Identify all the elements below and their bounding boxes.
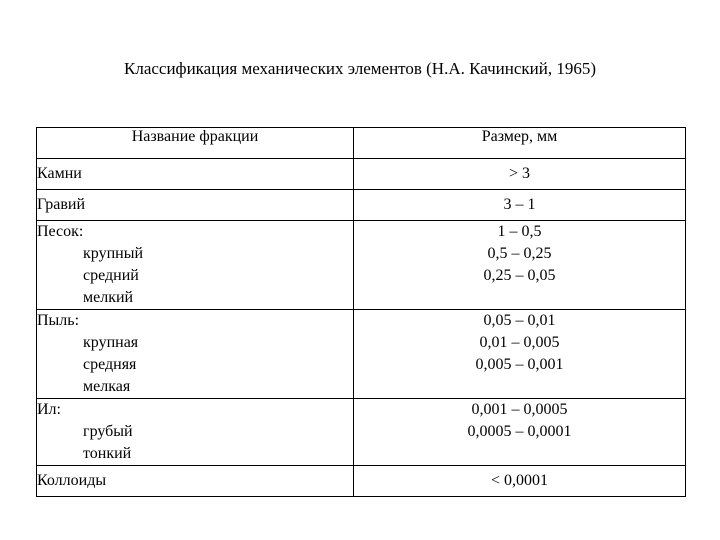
fraction-group-name-cell: [37, 221, 354, 310]
fraction-size: 0,001 – 0,0005: [471, 401, 568, 418]
fraction-group-size-cell: [354, 310, 686, 399]
fraction-group-size-cell: [354, 221, 686, 310]
fraction-name: Гравий: [37, 190, 354, 221]
table-row-sand: [37, 221, 686, 310]
fraction-size: 0,01 – 0,005: [479, 334, 560, 351]
fraction-size: 0,5 – 0,25: [487, 245, 552, 262]
fraction-group-name: Пыль:: [37, 312, 80, 329]
fraction-size: 0,05 – 0,01: [483, 312, 556, 329]
table-header-row: [37, 128, 686, 159]
fraction-subtype: средняя: [83, 356, 137, 373]
table-row-clay: [37, 399, 686, 466]
fraction-classification-table: [36, 127, 686, 497]
fraction-group-name-cell: [37, 310, 354, 399]
table-row-colloids: [37, 466, 686, 497]
fraction-group-name-cell: [37, 399, 354, 466]
fraction-size: 0,005 – 0,001: [475, 356, 564, 373]
fraction-size: 0,25 – 0,05: [483, 267, 556, 284]
fraction-subtype: грубый: [83, 423, 133, 440]
fraction-subtype: средний: [83, 267, 139, 284]
fraction-size: 0,0005 – 0,0001: [467, 423, 572, 440]
fraction-group-name: Песок:: [37, 223, 84, 240]
table-row-gravel: [37, 190, 686, 221]
column-header-size: Размер, мм: [354, 128, 686, 159]
fraction-subtype: крупный: [83, 245, 143, 262]
fraction-subtype: крупная: [83, 334, 139, 351]
fraction-subtype: тонкий: [83, 445, 132, 462]
fraction-name: Коллоиды: [37, 466, 354, 497]
fraction-subtype: мелкий: [83, 289, 134, 306]
table-row-silt: [37, 310, 686, 399]
fraction-size: < 0,0001: [354, 466, 686, 497]
table-row-stones: [37, 159, 686, 190]
column-header-name: Название фракции: [37, 128, 354, 159]
fraction-name: Камни: [37, 159, 354, 190]
fraction-group-name: Ил:: [37, 401, 61, 418]
fraction-size: 1 – 0,5: [497, 223, 542, 240]
fraction-size: 3 – 1: [354, 190, 686, 221]
fraction-subtype: мелкая: [83, 378, 131, 395]
page-title: Классификация механических элементов (Н.А. Качинский, 1965): [124, 59, 596, 78]
fraction-size: > 3: [354, 159, 686, 190]
fraction-group-size-cell: [354, 399, 686, 466]
